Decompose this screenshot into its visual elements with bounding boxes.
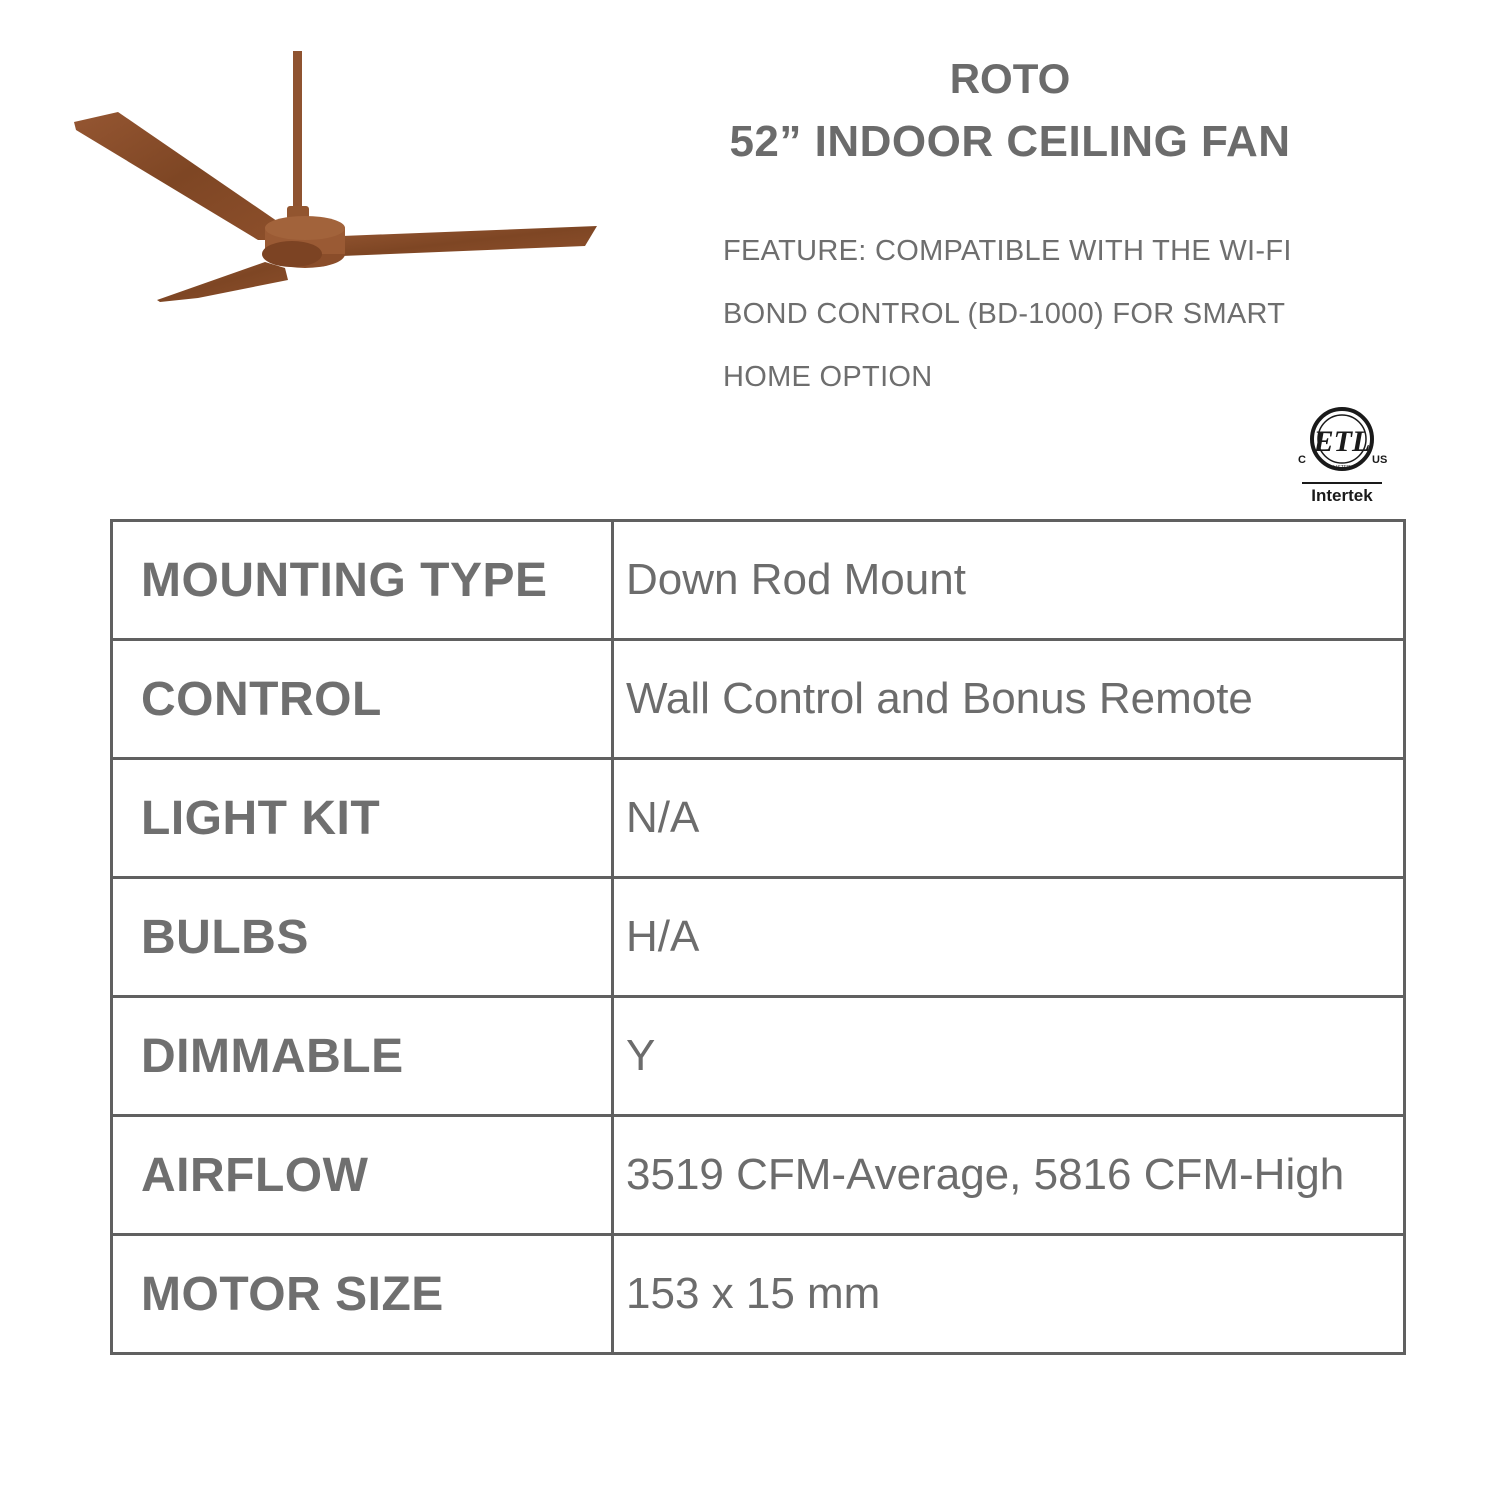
product-subtitle: 52” INDOOR CEILING FAN [729,117,1291,166]
fan-blade [157,262,288,302]
table-row [112,1116,1405,1235]
svg-text:Intertek: Intertek [1311,486,1373,505]
spec-value: N/A [613,759,1405,878]
spec-value: Down Rod Mount [613,521,1405,640]
table-row [112,1235,1405,1354]
spec-label: BULBS [112,878,613,997]
fan-blade [74,112,290,240]
etl-listed-certification-icon [1292,405,1392,510]
spec-label: LIGHT KIT [112,759,613,878]
spec-value: H/A [613,878,1405,997]
spec-value: Y [613,997,1405,1116]
table-row [112,521,1405,640]
svg-text:C: C [1298,454,1306,466]
spec-value: 153 x 15 mm [613,1235,1405,1354]
svg-text:ETL: ETL [1313,425,1371,458]
svg-text:LISTED: LISTED [1333,465,1351,471]
down-rod [293,51,302,211]
table-row [112,759,1405,878]
specifications-table [110,519,1406,1355]
spec-label: AIRFLOW [112,1116,613,1235]
spec-label: DIMMABLE [112,997,613,1116]
svg-text:US: US [1372,454,1388,466]
product-name: ROTO [949,55,1071,102]
ceiling-fan-image [60,40,620,330]
table-row [112,640,1405,759]
fan-blade [342,226,597,256]
feature-line: FEATURE: COMPATIBLE WITH THE WI-FI [723,235,1292,267]
table-row [112,878,1405,997]
table-row [112,997,1405,1116]
spec-label: CONTROL [112,640,613,759]
motor-housing [262,241,322,267]
feature-line: HOME OPTION [723,361,933,393]
spec-value: Wall Control and Bonus Remote [613,640,1405,759]
spec-value: 3519 CFM-Average, 5816 CFM-High [613,1116,1405,1235]
feature-description [723,220,1323,409]
feature-line: BOND CONTROL (BD-1000) FOR SMART [723,298,1286,330]
spec-label: MOTOR SIZE [112,1235,613,1354]
spec-label: MOUNTING TYPE [112,521,613,640]
